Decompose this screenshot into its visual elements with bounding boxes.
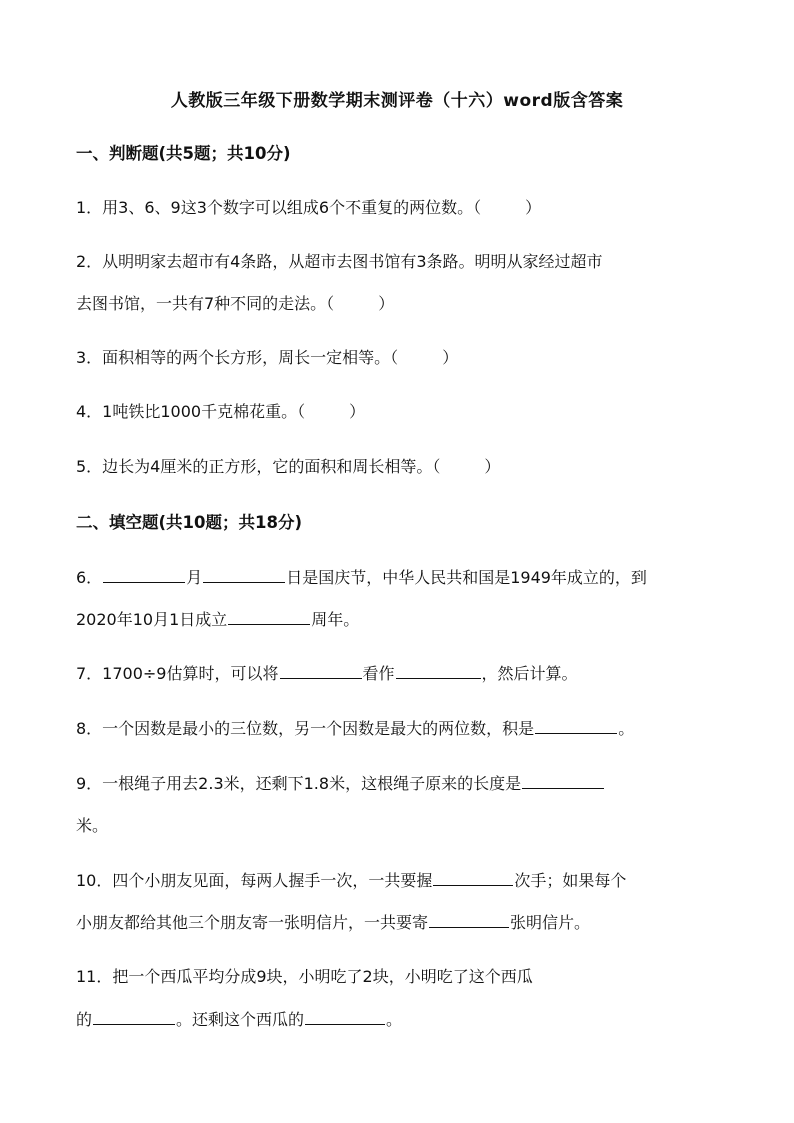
question-1: [76, 196, 541, 220]
question-2-line-2: [76, 292, 394, 316]
question-text: 小朋友都给其他三个朋友寄一张明信片，一共要寄: [76, 913, 429, 932]
question-text: 。: [618, 719, 635, 738]
answer-blank[interactable]: [429, 911, 509, 928]
answer-blank[interactable]: [203, 566, 285, 583]
page-title: 人教版三年级下册数学期末测评卷（十六）word版含答案: [170, 91, 624, 111]
paren-close: ）: [484, 457, 501, 476]
answer-blank[interactable]: [228, 608, 310, 625]
answer-blank[interactable]: [396, 662, 481, 679]
question-text: 2020年10月1日成立: [76, 610, 228, 629]
question-5: [76, 455, 500, 479]
answer-blank[interactable]: [93, 1008, 175, 1025]
question-10-line-2: [76, 911, 590, 935]
question-text: 。还剩这个西瓜的: [176, 1010, 305, 1029]
answer-blank[interactable]: [535, 717, 617, 734]
question-text: 4．1吨铁比1000千克棉花重。（: [76, 402, 306, 421]
question-text: 8．一个因数是最小的三位数，另一个因数是最大的两位数，积是: [76, 719, 535, 738]
answer-blank[interactable]: [305, 1008, 385, 1025]
question-text: 。: [386, 1010, 403, 1029]
answer-blank[interactable]: [433, 869, 513, 886]
question-text: 次手；如果每个: [514, 871, 627, 890]
paren-close: ）: [442, 348, 459, 367]
question-text: 1．用3、6、9这3个数字可以组成6个不重复的两位数。（: [76, 198, 482, 217]
question-2-line-1: 2．从明明家去超市有4条路，从超市去图书馆有3条路。明明从家经过超市: [76, 252, 603, 271]
question-text: 周年。: [311, 610, 360, 629]
question-text: 的: [76, 1010, 93, 1029]
question-11-line-2: [76, 1008, 402, 1032]
answer-blank[interactable]: [280, 662, 362, 679]
answer-blank[interactable]: [103, 566, 185, 583]
question-text: 张明信片。: [510, 913, 591, 932]
paren-close: ）: [349, 402, 366, 421]
question-7: [76, 662, 578, 686]
paren-close: ）: [525, 198, 542, 217]
question-text: 5．边长为4厘米的正方形，它的面积和周长相等。（: [76, 457, 441, 476]
question-10-line-1: [76, 869, 626, 893]
question-text: 3．面积相等的两个长方形，周长一定相等。（: [76, 348, 399, 367]
question-text: 7．1700÷9估算时，可以将: [76, 664, 279, 683]
section-heading-judgement: 一、判断题(共5题；共10分): [76, 144, 291, 163]
question-text: 去图书馆，一共有7种不同的走法。（: [76, 294, 335, 313]
question-4: [76, 400, 365, 424]
question-6-line-2: [76, 608, 359, 632]
question-text: 看作: [362, 664, 395, 683]
question-text: 10．四个小朋友见面，每两人握手一次，一共要握: [76, 871, 433, 890]
question-text: 9．一根绳子用去2.3米，还剩下1.8米，这根绳子原来的长度是: [76, 774, 522, 793]
section-heading-fill-blank: 二、填空题(共10题；共18分): [76, 513, 303, 532]
question-11-line-1: 11．把一个西瓜平均分成9块，小明吃了2块，小明吃了这个西瓜: [76, 967, 533, 986]
paren-close: ）: [378, 294, 395, 313]
question-8: [76, 717, 634, 741]
answer-blank[interactable]: [522, 772, 604, 789]
question-9-line-1: [76, 772, 605, 796]
question-9-line-2: 米。: [76, 816, 109, 835]
question-number: 6．: [76, 568, 103, 587]
question-6-line-1: [76, 566, 647, 590]
question-text: 月: [186, 568, 203, 587]
question-text: 日是国庆节，中华人民共和国是1949年成立的，到: [286, 568, 647, 587]
question-3: [76, 346, 458, 370]
question-text: ，然后计算。: [481, 664, 578, 683]
